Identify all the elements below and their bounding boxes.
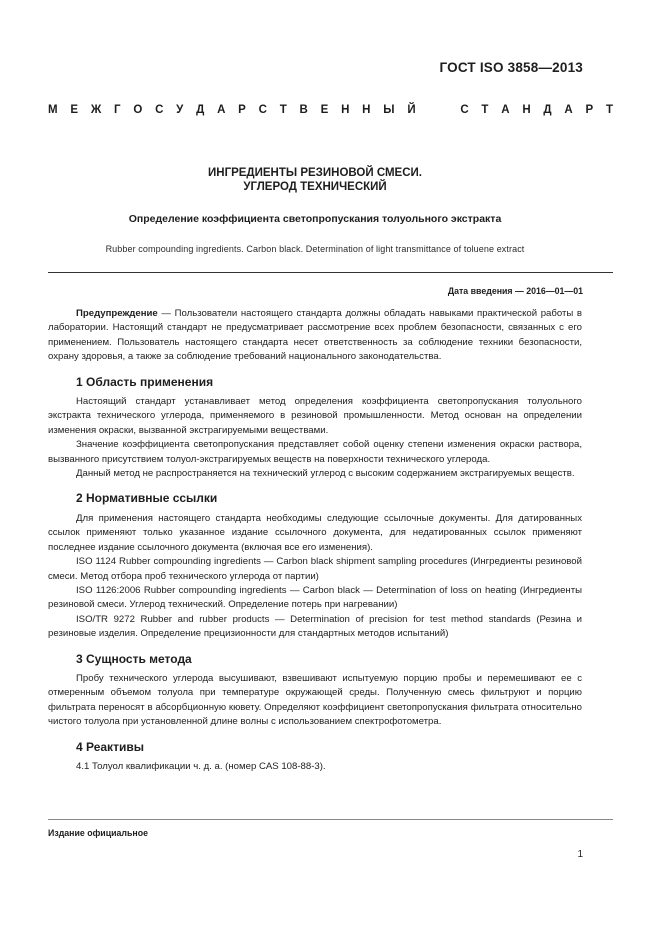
edition-label: Издание официальное (48, 828, 148, 838)
section-heading: 4 Реактивы (76, 739, 144, 754)
interstate-letter: Г (114, 104, 121, 116)
standard-code: ГОСТ ISO 3858—2013 (439, 60, 583, 75)
interstate-letter: Д (196, 104, 205, 116)
paragraph: Значение коэффициента светопропускания представляет собой оценку степени изменения окраски раствора, вызванного присутствием толуол-экстрагируемых веществ на поверхности технического углерода. (48, 439, 582, 465)
interstate-letter: С (155, 104, 164, 116)
interstate-letter: А (217, 104, 226, 116)
footer-divider (48, 819, 613, 820)
interstate-letter (444, 104, 447, 116)
interstate-letter: Н (362, 104, 371, 116)
paragraph: Пробу технического углерода высушивают, взвешивают испытуемую порцию пробы и перемешивают ее с отмеренным объемом толуола при температуре окружающей среды. Полученную смесь фильтруют и порцию фильтрата переносят в абсорбционную кювету. Определяют коэффициент светопропускания фильтрата относительно чистого толуола при установленной длине волны с использованием спектрофотометра. (48, 672, 582, 728)
paragraph: Настоящий стандарт устанавливает метод определения коэффициента светопропускания толуольного экстракта технического углерода, применяемого в резиновой промышленности. Метод основан на определении изменения окраски, вызванной экстрагируемыми веществами. (48, 396, 582, 436)
interstate-letter: А (501, 104, 510, 116)
paragraph: 4.1 Толуол квалификации ч. д. а. (номер CAS 108-88-3). (76, 760, 326, 772)
interstate-letter: Н (341, 104, 350, 116)
interstate-standard-letters (48, 104, 613, 116)
warning-lead: Предупреждение (76, 308, 158, 319)
interstate-letter: Р (238, 104, 246, 116)
interstate-letter: Е (70, 104, 79, 116)
page-number: 1 (577, 849, 583, 860)
interstate-letter: У (176, 104, 184, 116)
title-block (48, 166, 582, 254)
interstate-letter: Т (481, 104, 489, 116)
interstate-letter: Ж (90, 104, 102, 116)
interstate-letter: С (460, 104, 469, 116)
interstate-letter: А (564, 104, 573, 116)
interstate-letter: В (299, 104, 308, 116)
warning-text: — Пользователи настоящего стандарта должны обладать навыками практической работы в лаборатории. Настоящий стандарт не предусматривает рассмотрение всех проблем безопасности, связанных с его применением. Пользователь настоящего стандарта несет ответственность за соблюдение техники безопасности, охрану здоровья, а также за соблюдение требований национального законодательства. (48, 308, 582, 363)
section-1 (48, 375, 582, 482)
title-line-1: ИНГРЕДИЕНТЫ РЕЗИНОВОЙ СМЕСИ. (208, 167, 422, 179)
reference-item: ISO 1126:2006 Rubber compounding ingredients — Carbon black — Determination of loss on heating (Ингредиенты резиновой смеси. Углерод технический. Определение потерь при нагревании) (48, 584, 582, 611)
interstate-letter: Е (320, 104, 329, 116)
interstate-letter: С (258, 104, 267, 116)
interstate-letter: Д (543, 104, 552, 116)
section-3 (48, 652, 582, 730)
title-line-2: УГЛЕРОД ТЕХНИЧЕСКИЙ (243, 181, 387, 193)
interstate-letter: Р (585, 104, 594, 116)
interstate-standard-label (48, 104, 613, 116)
interstate-letter: М (48, 104, 58, 116)
english-title: Rubber compounding ingredients. Carbon black. Determination of light transmittance of toluene extract (105, 244, 525, 254)
introduction-date: Дата введения — 2016—01—01 (447, 286, 583, 296)
subtitle: Определение коэффициента светопропускания толуольного экстракта (128, 213, 502, 225)
interstate-letter (428, 104, 431, 116)
document-body (48, 307, 582, 774)
section-heading: 2 Нормативные ссылки (76, 491, 218, 506)
section-heading: 1 Область применения (76, 374, 214, 389)
section-2 (48, 491, 582, 641)
interstate-letter: Й (407, 104, 416, 116)
interstate-letter: Ы (383, 104, 395, 116)
interstate-letter: О (133, 104, 143, 116)
paragraph: Данный метод не распространяется на технический углерод с высоким содержанием экстрагируемых веществ. (76, 468, 575, 480)
warning-paragraph (48, 307, 582, 365)
interstate-letter: Н (522, 104, 531, 116)
reference-item: ISO 1124 Rubber compounding ingredients — Carbon black shipment sampling procedures (Ингредиенты резиновой смеси. Метод отбора проб технического углерода от партии) (48, 556, 582, 582)
interstate-letter: Т (605, 104, 613, 116)
section-heading: 3 Сущность метода (76, 651, 192, 666)
reference-item: ISO/TR 9272 Rubber and rubber products — Determination of precision for test method standards (Резина и резиновые изделия. Определение прецизионности для стандартных методов испытаний) (48, 613, 582, 640)
title-divider (48, 272, 613, 273)
section-4 (48, 740, 582, 775)
paragraph: Для применения настоящего стандарта необходимы следующие ссылочные документы. Для датированных ссылок применяют только указанное издание ссылочного документа, для недатированных ссылок применяют последнее издание ссылочного документа (включая все его изменения). (48, 512, 582, 553)
interstate-letter: Т (279, 104, 287, 116)
